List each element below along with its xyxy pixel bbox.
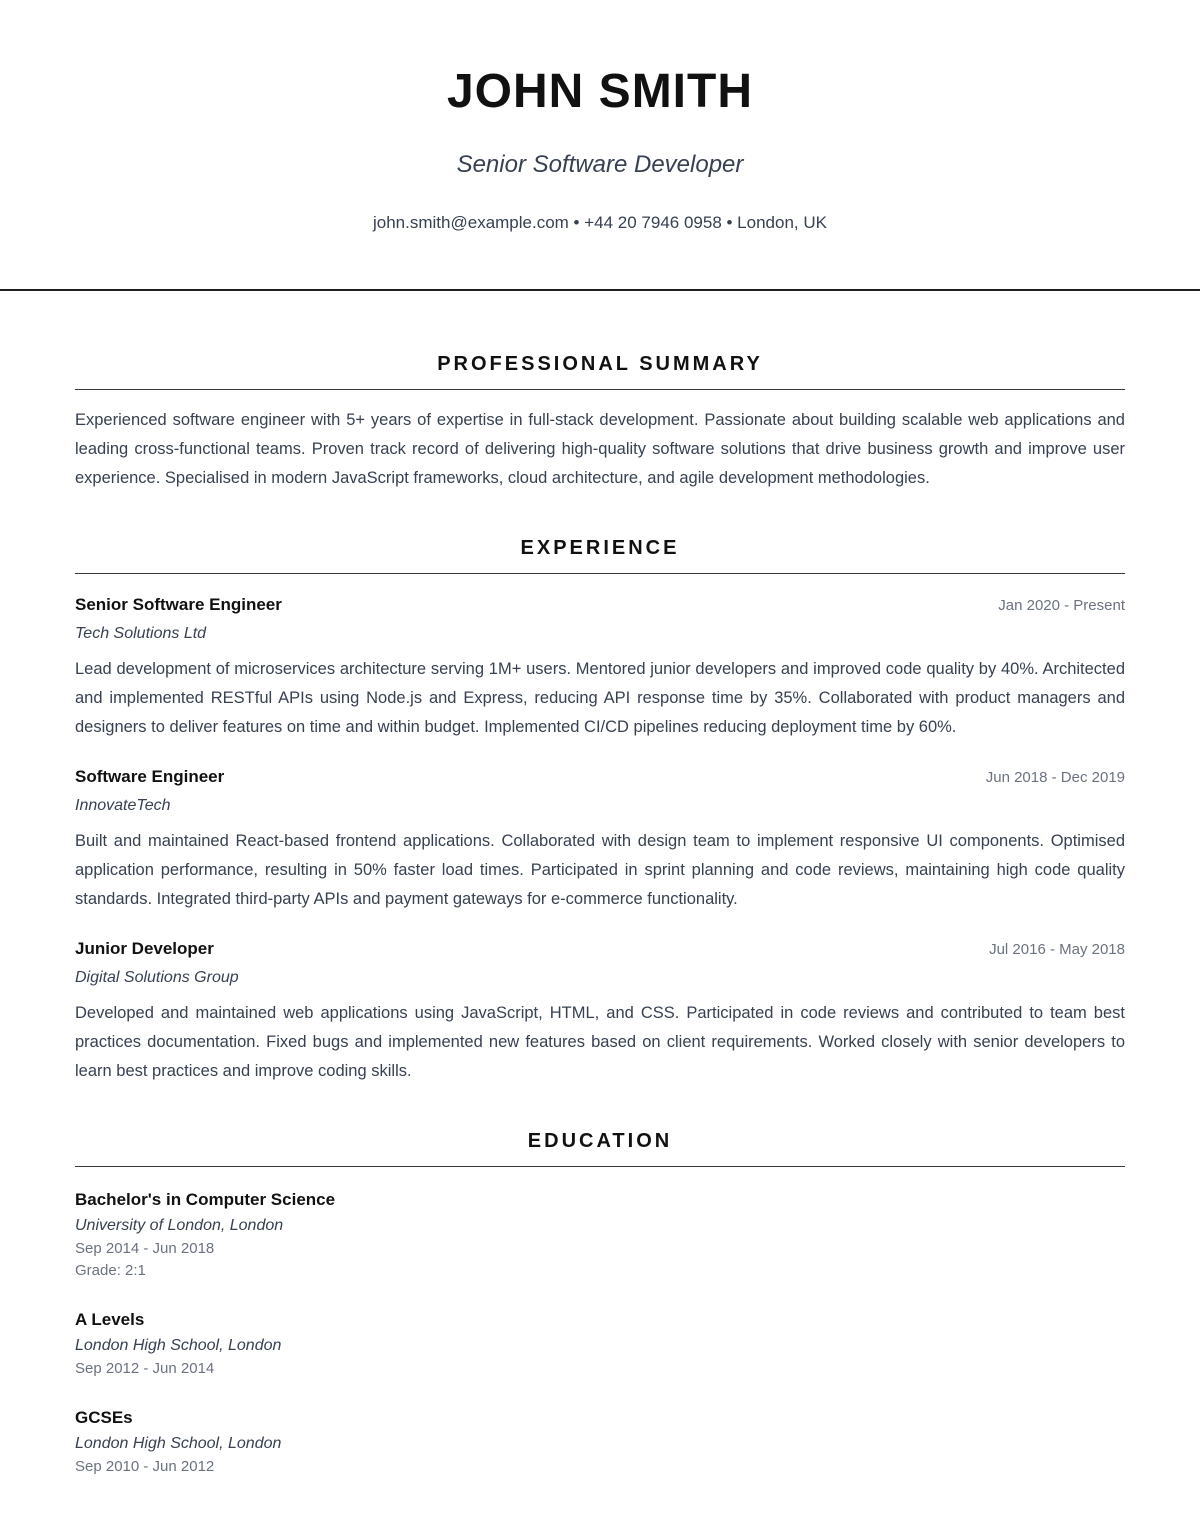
candidate-title: Senior Software Developer — [456, 151, 744, 178]
education-grade: Grade: 2:1 — [75, 1262, 146, 1279]
section-education — [75, 1130, 1125, 1477]
education-degree: GCSEs — [75, 1408, 133, 1427]
job-description: Built and maintained React-based frontend applications. Collaborated with design team to implement responsive UI components. Optimised application performance, resulting in 50% faster load times. Participated in sprint planning and code reviews, maintaining high code quality standards. Integrated third-party APIs and payment gateways for e-commerce functionality. — [75, 832, 1125, 908]
job-title-row — [75, 766, 1125, 787]
job-dates: Jun 2018 - Dec 2019 — [985, 769, 1125, 786]
experience-heading: EXPERIENCE — [75, 537, 1125, 574]
education-degree: A Levels — [75, 1310, 145, 1329]
resume-body — [75, 353, 1125, 1477]
job-description: Developed and maintained web applications using JavaScript, HTML, and CSS. Participated in code reviews and contributed to team best practices documentation. Fixed bugs and implemented new features based on client requirements. Worked closely with senior developers to learn best practices and improve coding skills. — [75, 1004, 1125, 1080]
job-company: InnovateTech — [75, 797, 171, 814]
summary-text: Experienced software engineer with 5+ years of expertise in full-stack development. Passionate about building scalable web applications and leading cross-functional teams. Proven track record of delivering high-quality software solutions that drive business growth and improve user experience. Specialised in modern JavaScript frameworks, cloud architecture, and agile development methodologies. — [75, 411, 1125, 487]
education-entry — [75, 1407, 1125, 1477]
summary-heading: PROFESSIONAL SUMMARY — [75, 353, 1125, 390]
job-title: Senior Software Engineer — [75, 595, 282, 614]
job-company: Tech Solutions Ltd — [75, 625, 207, 642]
candidate-name: JOHN SMITH — [446, 65, 753, 118]
education-entry — [75, 1309, 1125, 1379]
education-school: London High School, London — [75, 1337, 282, 1354]
education-dates: Sep 2014 - Jun 2018 — [75, 1240, 215, 1257]
job-description: Lead development of microservices architecture serving 1M+ users. Mentored junior developers and improved code quality by 40%. Architected and implemented RESTful APIs using Node.js and Express, reducing API response time by 35%. Collaborated with product managers and designers to deliver features on time and within budget. Implemented CI/CD pipelines reducing deployment time by 60%. — [75, 660, 1125, 736]
job-company: Digital Solutions Group — [75, 969, 239, 986]
job-title: Junior Developer — [75, 939, 214, 958]
education-school: London High School, London — [75, 1435, 282, 1452]
job-title: Software Engineer — [75, 767, 225, 786]
job-dates: Jan 2020 - Present — [998, 597, 1125, 614]
resume-header — [0, 0, 1200, 291]
contact-info: john.smith@example.com • +44 20 7946 0958 • London, UK — [373, 213, 827, 232]
education-entry — [75, 1189, 1125, 1281]
job-entry — [75, 766, 1125, 914]
job-title-row — [75, 938, 1125, 959]
education-heading: EDUCATION — [75, 1130, 1125, 1167]
education-school: University of London, London — [75, 1217, 284, 1234]
job-entry — [75, 938, 1125, 1086]
education-degree: Bachelor's in Computer Science — [75, 1190, 336, 1209]
education-dates: Sep 2012 - Jun 2014 — [75, 1360, 215, 1377]
job-dates: Jul 2016 - May 2018 — [989, 941, 1125, 958]
job-title-row — [75, 594, 1125, 615]
job-entry — [75, 594, 1125, 742]
section-experience — [75, 537, 1125, 1086]
section-professional-summary — [75, 353, 1125, 493]
education-dates: Sep 2010 - Jun 2012 — [75, 1458, 215, 1475]
